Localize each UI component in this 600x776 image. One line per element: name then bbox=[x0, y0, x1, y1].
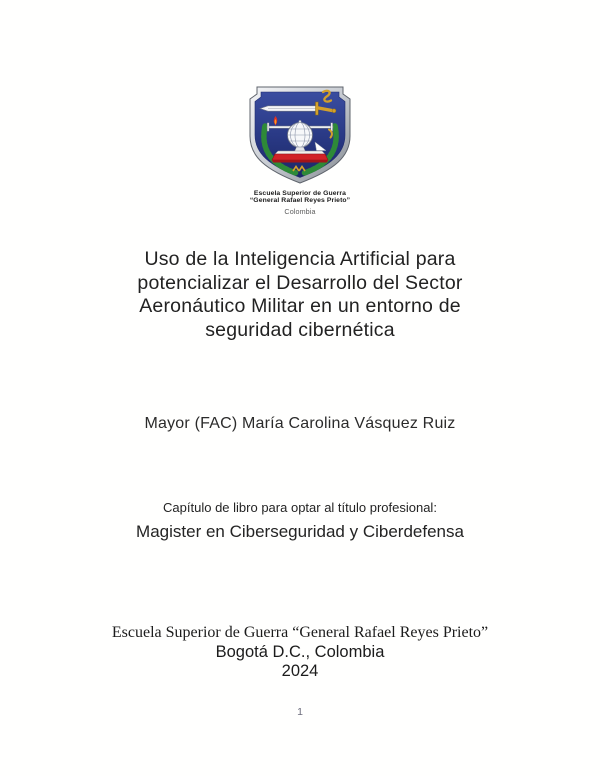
footer-institution: Escuela Superior de Guerra “General Rafael Reyes Prieto” bbox=[111, 624, 489, 641]
crest-caption-line1: Escuela Superior de Guerra bbox=[253, 190, 347, 197]
title-line-1: Uso de la Inteligencia Artificial para bbox=[144, 248, 456, 270]
crest-caption-line2: “General Rafael Reyes Prieto” bbox=[249, 197, 351, 205]
document-title bbox=[0, 248, 600, 342]
degree-program: Magister en Ciberseguridad y Ciberdefensa bbox=[136, 522, 464, 541]
institution-crest bbox=[244, 84, 356, 187]
title-line-3: Aeronáutico Militar en un entorno de bbox=[139, 295, 461, 317]
page-number: 1 bbox=[297, 706, 303, 718]
title-line-4: seguridad cibernética bbox=[205, 318, 395, 341]
degree-intro: Capítulo de libro para optar al título profesional: bbox=[163, 500, 437, 515]
footer-block bbox=[0, 623, 600, 682]
crest-caption-line3: Colombia bbox=[284, 207, 316, 217]
footer-location: Bogotá D.C., Colombia bbox=[215, 642, 385, 661]
crest-caption bbox=[0, 190, 600, 216]
author-name: Mayor (FAC) María Carolina Vásquez Ruiz bbox=[144, 415, 456, 432]
shield-crest-icon bbox=[244, 84, 356, 187]
title-line-2: potencializar el Desarrollo del Sector bbox=[137, 271, 463, 294]
footer-year: 2024 bbox=[281, 662, 319, 680]
